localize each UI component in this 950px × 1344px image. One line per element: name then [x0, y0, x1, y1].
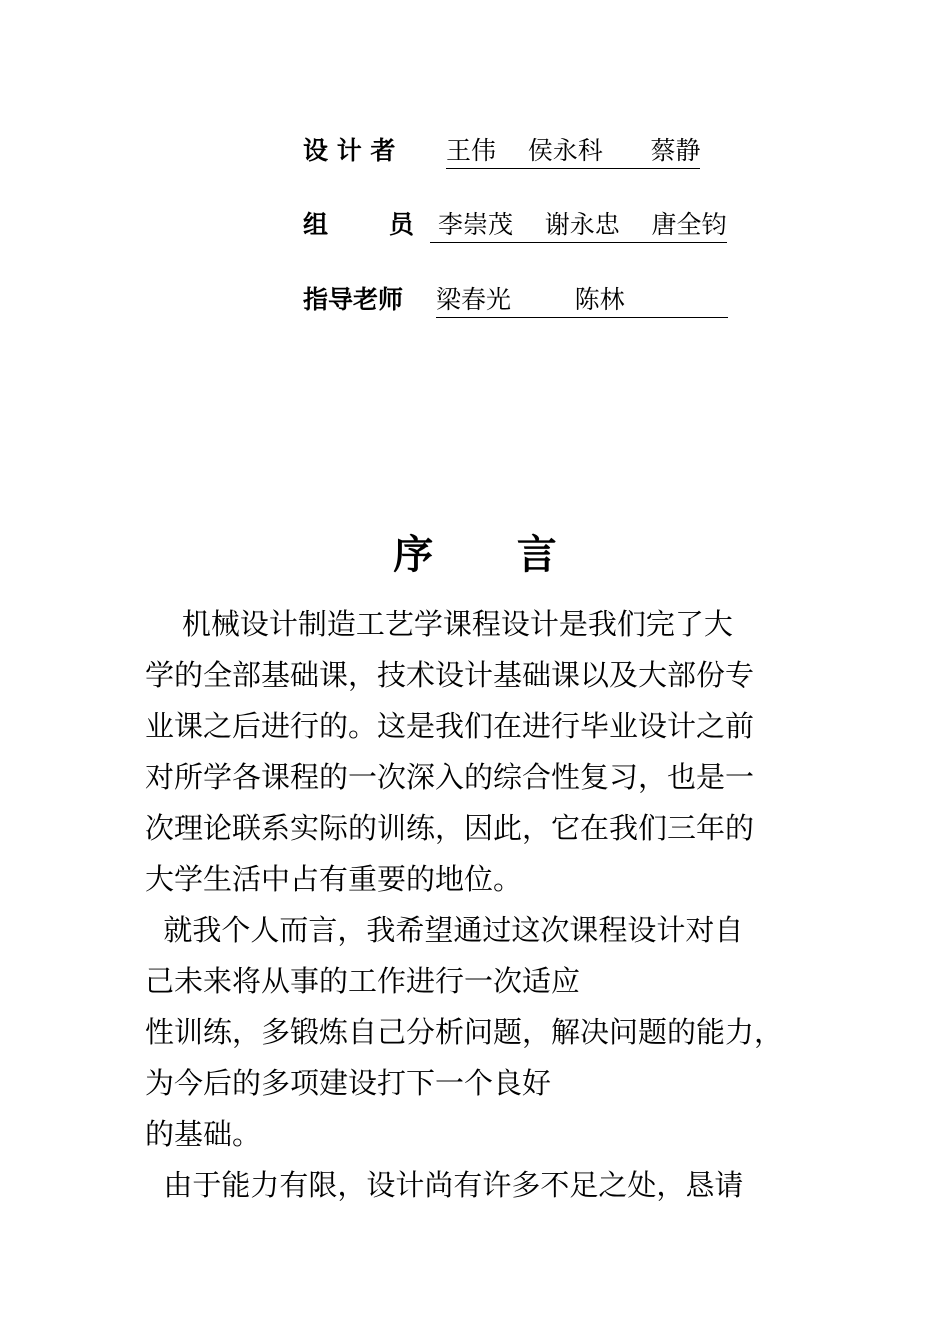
preface-title: 序 言: [393, 531, 557, 578]
designers-value: 王伟 侯永科 蔡静: [446, 134, 700, 169]
advisors-label: 指导老师: [303, 285, 404, 314]
advisors-value: 梁春光 陈林: [436, 283, 728, 318]
preface-line: 学的全部基础课，技术设计基础课以及大部份专: [145, 658, 755, 692]
preface-body: [145, 604, 835, 1216]
designers-label: 设 计 者: [303, 136, 396, 165]
preface-line: 为今后的多项建设打下一个良好: [145, 1066, 552, 1100]
preface-line: 机械设计制造工艺学课程设计是我们完了大: [145, 607, 733, 641]
members-label: 组 员: [303, 210, 414, 239]
preface-line: 对所学各课程的一次深入的综合性复习，也是一: [145, 760, 755, 794]
preface-line: 大学生活中占有重要的地位。: [145, 862, 523, 896]
preface-line: 的基础。: [145, 1117, 262, 1151]
preface-line: 业课之后进行的。这是我们在进行毕业设计之前: [145, 709, 755, 743]
preface-line: 就我个人而言，我希望通过这次课程设计对自: [145, 913, 744, 947]
preface-line: 性训练，多锻炼自己分析问题，解决问题的能力，: [145, 1015, 784, 1049]
preface-line: 由于能力有限，设计尚有许多不足之处，恳请: [145, 1168, 744, 1202]
preface-line: 次理论联系实际的训练，因此，它在我们三年的: [145, 811, 755, 845]
members-value: 李崇茂 谢永忠 唐全钧: [430, 208, 727, 243]
preface-line: 己未来将从事的工作进行一次适应: [145, 964, 581, 998]
